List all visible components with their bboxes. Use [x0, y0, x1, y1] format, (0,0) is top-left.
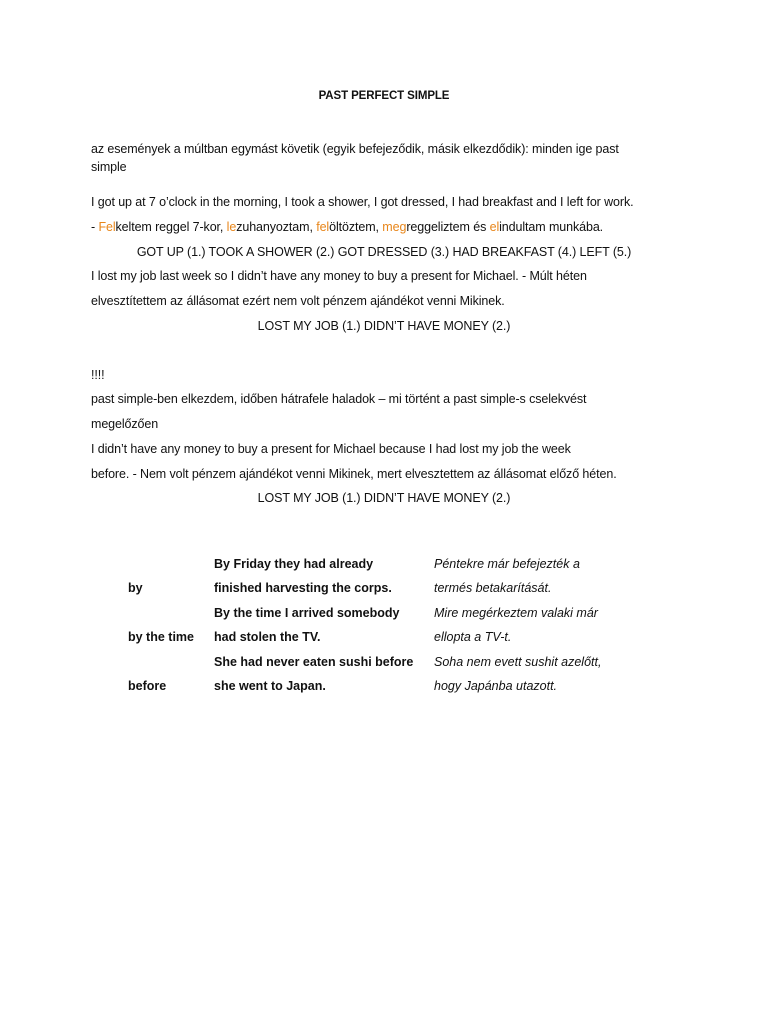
table-row-2-english-2: had stolen the TV.: [214, 630, 321, 644]
example3-line-2: before. - Nem volt pénzem ajándékot venni Mikinek, mert elvesztettem az állásomat előző héten.: [91, 467, 617, 481]
verb-prefix-fel: Fel: [98, 220, 116, 234]
note-marks: !!!!: [91, 368, 105, 382]
verb-rest: indultam munkába.: [499, 220, 604, 234]
example3-order: LOST MY JOB (1.) DIDN’T HAVE MONEY (2.): [257, 491, 511, 505]
example2-line-2: elvesztítettem az állásomat ezért nem volt pénzem ajándékot venni Mikinek.: [91, 294, 505, 308]
verb-rest: keltem reggel 7-kor,: [115, 220, 227, 234]
table-row-3-english-1: She had never eaten sushi before: [214, 655, 414, 669]
hungarian-dash: -: [91, 220, 99, 234]
example1-order: GOT UP (1.) TOOK A SHOWER (2.) GOT DRESSED (3.) HAD BREAKFAST (4.) LEFT (5.): [136, 245, 632, 259]
table-row-3-hungarian-1: Soha nem evett sushit azelőtt,: [434, 655, 602, 669]
example1-english: I got up at 7 o’clock in the morning, I took a shower, I got dressed, I had breakfast and I left for work.: [91, 195, 634, 209]
table-row-1-hungarian-1: Péntekre már befejezték a: [434, 557, 580, 571]
table-row-1-keyword: by: [128, 581, 143, 595]
intro-line-2: simple: [91, 160, 127, 174]
table-row-1-hungarian-2: termés betakarítását.: [434, 581, 552, 595]
table-row-2-hungarian-1: Mire megérkeztem valaki már: [434, 606, 598, 620]
verb-prefix-meg: meg: [382, 220, 407, 234]
note-line-2: megelőzően: [91, 417, 159, 431]
example2-order: LOST MY JOB (1.) DIDN’T HAVE MONEY (2.): [257, 319, 511, 333]
table-row-2-keyword: by the time: [128, 630, 194, 644]
example2-line-1: I lost my job last week so I didn’t have any money to buy a present for Michael. - Múlt héten: [91, 269, 587, 283]
table-row-2-hungarian-2: ellopta a TV-t.: [434, 630, 512, 644]
table-row-1-english-2: finished harvesting the corps.: [214, 581, 392, 595]
table-row-1-english-1: By Friday they had already: [214, 557, 374, 571]
note-line-1: past simple-ben elkezdem, időben hátrafele haladok – mi történt a past simple-s cselekvést: [91, 392, 587, 406]
verb-rest: öltöztem,: [329, 220, 383, 234]
page-title: PAST PERFECT SIMPLE: [318, 90, 450, 102]
intro-line-1: az események a múltban egymást követik (egyik befejeződik, másik elkezdődik): minden ige past: [91, 142, 619, 156]
table-row-3-hungarian-2: hogy Japánba utazott.: [434, 679, 558, 693]
verb-prefix-el: el: [489, 220, 500, 234]
example3-line-1: I didn’t have any money to buy a present for Michael because I had lost my job the week: [91, 442, 571, 456]
example1-hungarian: [91, 219, 603, 235]
table-row-2-english-1: By the time I arrived somebody: [214, 606, 400, 620]
verb-prefix-le: le: [226, 220, 237, 234]
table-row-3-english-2: she went to Japan.: [214, 679, 326, 693]
verb-rest: zuhanyoztam,: [236, 220, 317, 234]
verb-rest: reggeliztem és: [406, 220, 490, 234]
verb-prefix-fel-2: fel: [316, 220, 330, 234]
table-row-3-keyword: before: [128, 679, 167, 693]
